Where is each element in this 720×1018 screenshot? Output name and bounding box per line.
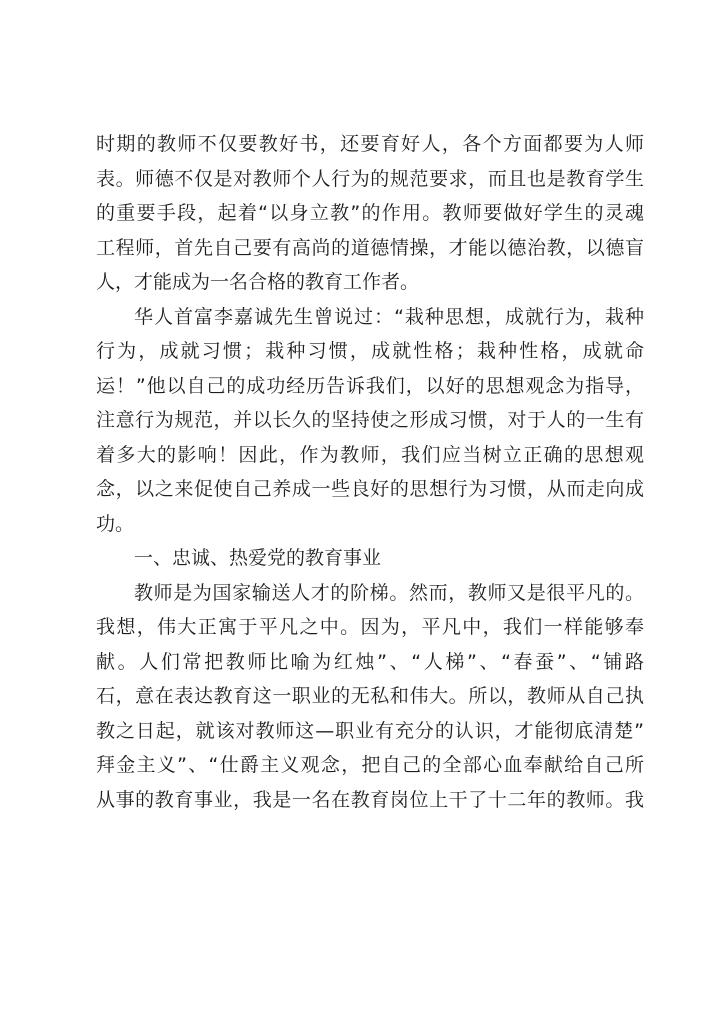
text-line: 石，意在表达教育这一职业的无私和伟大。所以，教师从自己执	[96, 685, 644, 707]
text-line: 教之日起，就该对教师这—职业有充分的认识，才能彻底清楚”	[96, 719, 644, 742]
text-line: 念，以之来促使自己养成一些良好的思想行为习惯，从而走向成	[96, 478, 644, 500]
body-text	[96, 127, 644, 817]
text-line: 表。师德不仅是对教师个人行为的规范要求，而且也是教育学生	[96, 167, 644, 190]
text-line: 行为，成就习惯；栽种习惯，成就性格；栽种性格，成就命	[96, 340, 644, 362]
text-line: 着多大的影响！因此，作为教师，我们应当树立正确的思想观	[96, 443, 644, 466]
text-line: 时期的教师不仅要教好书，还要育好人，各个方面都要为人师	[96, 133, 644, 155]
text-line: 我想，伟大正寓于平凡之中。因为，平凡中，我们一样能够奉	[96, 616, 644, 638]
text-line: 献。人们常把教师比喻为红烛”、“人梯”、“春蚕”、“铺路	[96, 650, 644, 673]
text-line: 功。	[96, 512, 135, 535]
text-line: 一、忠诚、热爱党的教育事业	[134, 547, 382, 569]
text-line: 从事的教育事业，我是一名在教育岗位上干了十二年的教师。我	[96, 788, 644, 811]
text-line: 的重要手段，起着“以身立教”的作用。教师要做好学生的灵魂	[96, 202, 644, 224]
text-line: 注意行为规范，并以长久的坚持使之形成习惯，对于人的一生有	[96, 409, 644, 431]
text-line: 运！”他以自己的成功经历告诉我们，以好的思想观念为指导，	[96, 374, 644, 397]
text-line: 华人首富李嘉诚先生曾说过：“栽种思想，成就行为，栽种	[134, 305, 644, 328]
text-line: 工程师，首先自己要有高尚的道德情操，才能以德治教，以德盲	[96, 236, 644, 259]
text-line: 教师是为国家输送人才的阶梯。然而，教师又是很平凡的。	[134, 581, 644, 604]
text-line: 人，才能成为一名合格的教育工作者。	[96, 271, 420, 293]
text-line: 拜金主义”、“仕爵主义观念，把自己的全部心血奉献给自己所	[96, 754, 644, 776]
